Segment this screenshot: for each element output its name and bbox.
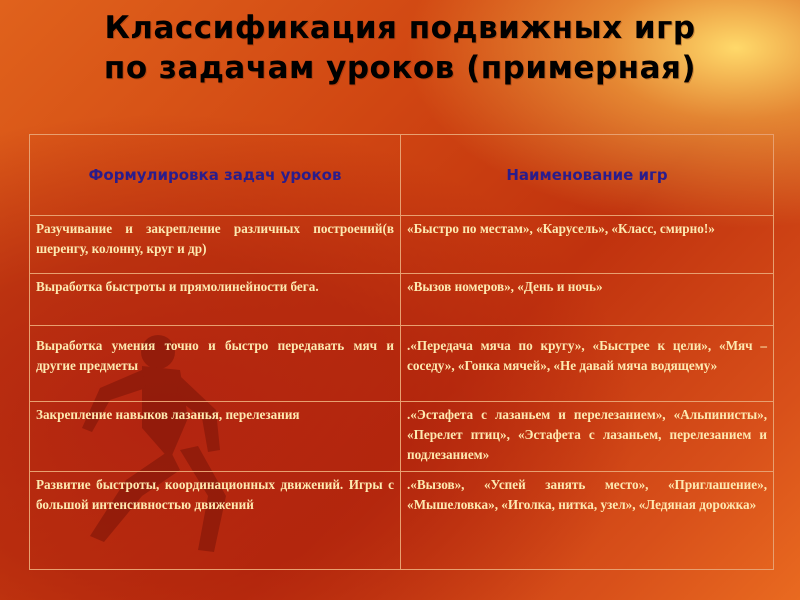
table-row (30, 326, 774, 402)
table-row (30, 472, 774, 570)
task-cell: Выработка умения точно и быстро передавать мяч и другие предметы (30, 326, 401, 402)
games-cell: .«Передача мяча по кругу», «Быстрее к цели», «Мяч – соседу», «Гонка мячей», «Не давай мяча водящему» (401, 326, 774, 402)
header-tasks: Формулировка задач уроков (30, 135, 401, 216)
table-header-row (30, 135, 774, 216)
slide-title (0, 8, 800, 88)
task-cell: Развитие быстроты, координационных движений. Игры с большой интенсивностью движений (30, 472, 401, 570)
task-cell: Выработка быстроты и прямолинейности бега. (30, 274, 401, 326)
task-cell: Закрепление навыков лазанья, перелезания (30, 402, 401, 472)
table-row (30, 402, 774, 472)
classification-table (29, 134, 774, 570)
games-cell: «Вызов номеров», «День и ночь» (401, 274, 774, 326)
task-cell: Разучивание и закрепление различных построений(в шеренгу, колонну, круг и др) (30, 216, 401, 274)
table-row (30, 216, 774, 274)
games-cell: .«Эстафета с лазаньем и перелезанием», «Альпинисты», «Перелет птиц», «Эстафета с лазаньем, перелезанием и подлезанием» (401, 402, 774, 472)
games-cell: .«Вызов», «Успей занять место», «Приглашение», «Мышеловка», «Иголка, нитка, узел», «Ледяная дорожка» (401, 472, 774, 570)
games-cell: «Быстро по местам», «Карусель», «Класс, смирно!» (401, 216, 774, 274)
slide-title-line-1: Классификация подвижных игр (104, 10, 696, 46)
slide-title-line-2: по задачам уроков (примерная) (103, 50, 697, 86)
table-row (30, 274, 774, 326)
header-games: Наименование игр (401, 135, 774, 216)
